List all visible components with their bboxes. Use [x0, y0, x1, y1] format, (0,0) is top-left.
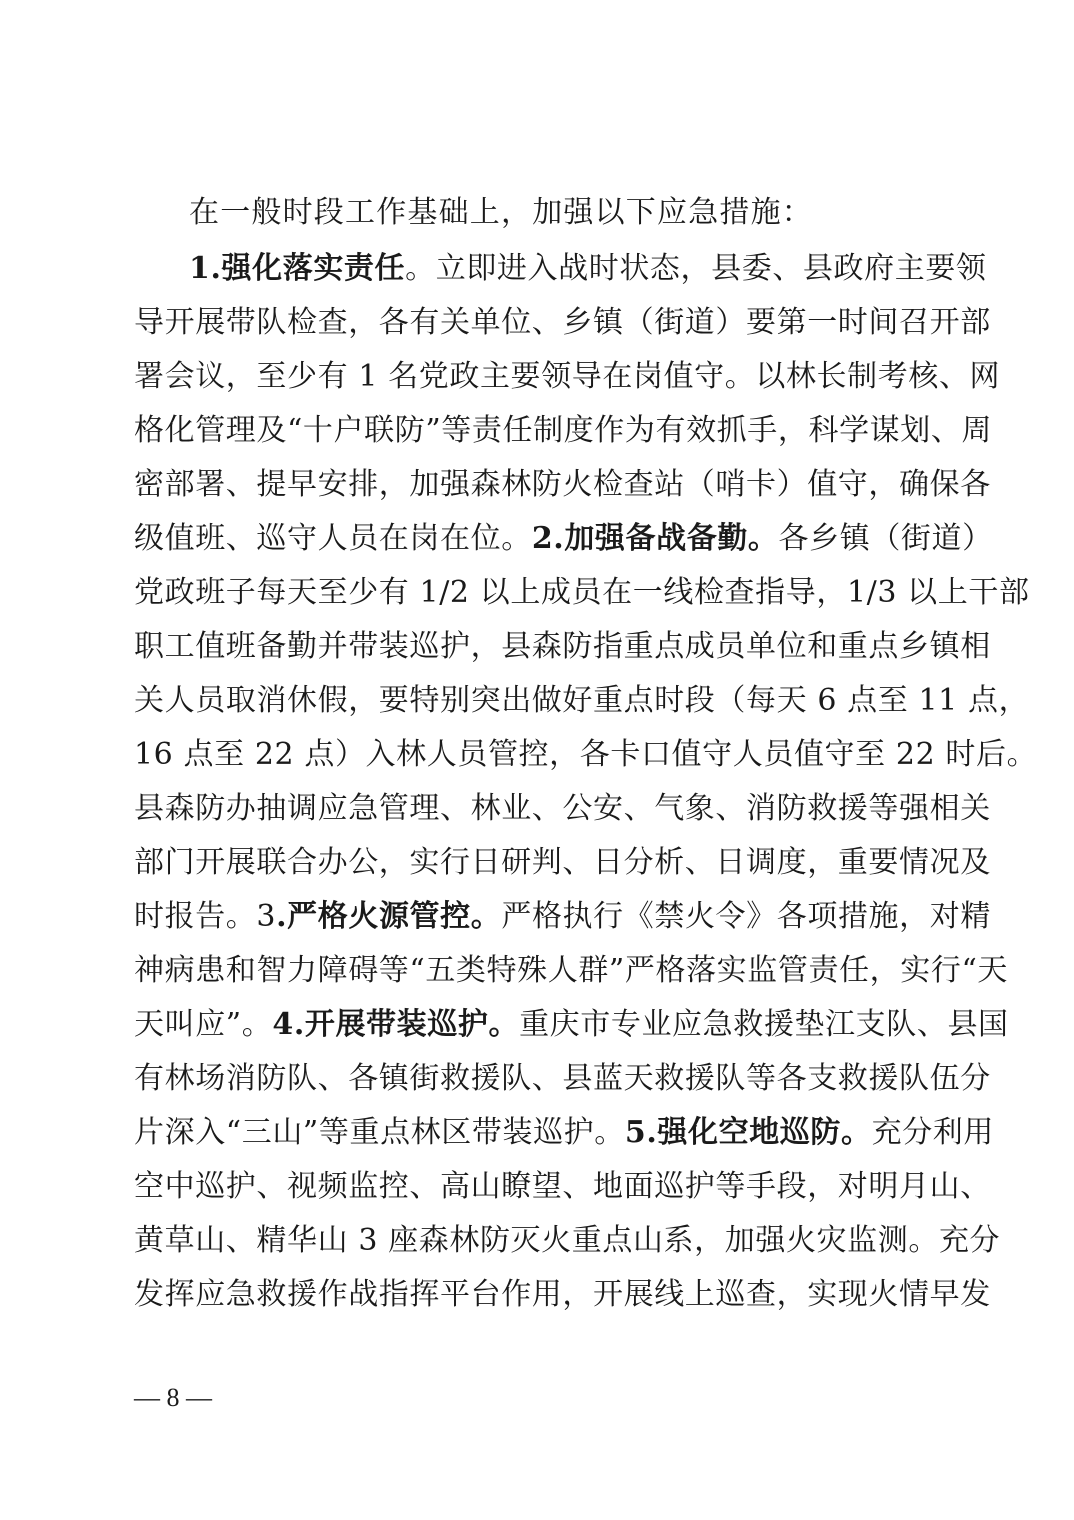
text-line-11: 县森防办抽调应急管理、林业、公安、气象、消防救援等强相关 [134, 791, 991, 826]
text-line-19: 黄草山、精华山 3 座森林防灭火重点山系，加强火灾监测。充分 [134, 1223, 1001, 1258]
text-line-3: 署会议，至少有 1 名党政主要领导在岗值守。以林长制考核、网 [134, 359, 1001, 394]
text-line-20: 发挥应急救援作战指挥平台作用，开展线上巡查，实现火情早发 [134, 1277, 991, 1312]
intro-line: 在一般时段工作基础上，加强以下应急措施： [189, 195, 813, 230]
text-line-17: 片深入“三山”等重点林区带装巡护。5.强化空地巡防。充分利用 [134, 1115, 994, 1150]
heading-air-ground-patrol: 5.强化空地巡防。 [624, 1115, 872, 1150]
heading-strengthen-responsibility: 1.强化落实责任 [189, 251, 406, 286]
text-line-8: 职工值班备勤并带装巡护，县森防指重点成员单位和重点乡镇相 [134, 629, 991, 664]
text-line-4: 格化管理及“十户联防”等责任制度作为有效抓手，科学谋划、周 [134, 413, 993, 448]
heading-combat-readiness: 2.加强备战备勤。 [531, 521, 779, 556]
text-line-10: 16 点至 22 点）入林人员管控，各卡口值守人员值守至 22 时后。 [134, 737, 1038, 772]
text-line-16: 有林场消防队、各镇街救援队、县蓝天救援队等各支救援队伍分 [134, 1061, 991, 1096]
page-number: — 8 — [134, 1383, 212, 1412]
heading-fire-source-control: .严格火源管控。 [276, 899, 502, 934]
text-line-9: 关人员取消休假，要特别突出做好重点时段（每天 6 点至 11 点， [134, 683, 1030, 718]
text-line-12: 部门开展联合办公，实行日研判、日分析、日调度，重要情况及 [134, 845, 991, 880]
text-line-5: 密部署、提早安排，加强森林防火检查站（哨卡）值守，确保各 [134, 467, 991, 502]
text-line-2: 导开展带队检查，各有关单位、乡镇（街道）要第一时间召开部 [134, 305, 991, 340]
text-line-1: 1.强化落实责任。立即进入战时状态，县委、县政府主要领 [189, 251, 987, 286]
text-line-14: 神病患和智力障碍等“五类特殊人群”严格落实监管责任，实行“天 [134, 953, 1009, 988]
text-line-13: 时报告。3.严格火源管控。严格执行《禁火令》各项措施，对精 [134, 899, 991, 934]
text-line-7: 党政班子每天至少有 1/2 以上成员在一线检查指导，1/3 以上干部 [134, 575, 1030, 610]
text-line-6: 级值班、巡守人员在岗在位。2.加强备战备勤。各乡镇（街道） [134, 521, 993, 556]
text-line-15: 天叫应”。4.开展带装巡护。重庆市专业应急救援垫江支队、县国 [134, 1007, 1009, 1042]
heading-patrol: 4.开展带装巡护。 [272, 1007, 520, 1042]
text-line-18: 空中巡护、视频监控、高山瞭望、地面巡护等手段，对明月山、 [134, 1169, 991, 1204]
